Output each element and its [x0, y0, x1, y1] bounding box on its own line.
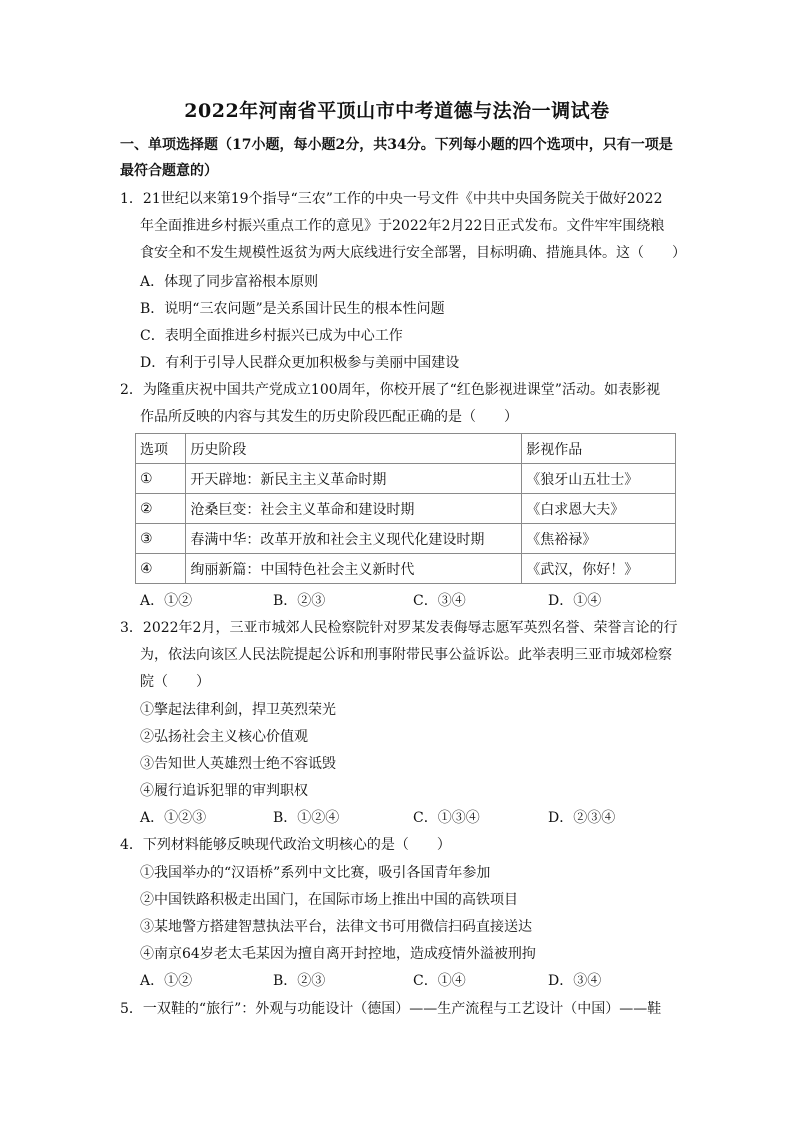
q5-stem-line-1: 5．一双鞋的“旅行”：外观与功能设计（德国）——生产流程与工艺设计（中国）——鞋	[120, 1001, 662, 1017]
table-cell: 沧桑巨变：社会主义革命和建设时期	[186, 494, 522, 524]
q4-option-d: D．③④	[548, 973, 602, 989]
q4-option-b: B．②③	[273, 973, 326, 989]
table-cell: 绚丽新篇：中国特色社会主义新时代	[186, 554, 522, 584]
q3-item-3: ③告知世人英雄烈士绝不容诋毁	[140, 756, 336, 772]
table-cell: 《焦裕禄》	[522, 524, 676, 554]
q4-item-2: ②中国铁路积极走出国门，在国际市场上推出中国的高铁项目	[140, 892, 518, 908]
q2-option-c: C．③④	[413, 593, 466, 609]
q2-stem-line-2: 作品所反映的内容与其发生的历史阶段匹配正确的是（ ）	[140, 409, 518, 425]
q2-stem-line-1: 2．为隆重庆祝中国共产党成立100周年，你校开展了“红色影视进课堂”活动。如表影视	[120, 382, 660, 398]
q1-option-c: C．表明全面推进乡村振兴已成为中心工作	[140, 328, 403, 344]
q2-option-b: B．②③	[273, 593, 326, 609]
q1-option-a: A．体现了同步富裕根本原则	[140, 274, 319, 290]
table-header-cell: 历史阶段	[186, 434, 522, 464]
q1-stem-line-1: 1．21世纪以来第19个指导“三农”工作的中央一号文件《中共中央国务院关于做好2022	[120, 191, 663, 207]
q1-stem-line-2: 年全面推进乡村振兴重点工作的意见》于2022年2月22日正式发布。文件牢牢围绕粮	[140, 218, 665, 234]
table-cell: 《狼牙山五壮士》	[522, 464, 676, 494]
section-heading-line-1: 一、单项选择题（17小题，每小题2分，共34分。下列每小题的四个选项中，只有一项是	[120, 137, 673, 153]
q3-option-b: B．①②④	[273, 810, 340, 826]
table-cell: ②	[136, 494, 186, 524]
q4-item-3: ③某地警方搭建智慧执法平台，法律文书可用微信扫码直接送达	[140, 919, 532, 935]
q1-option-d: D．有利于引导人民群众更加积极参与美丽中国建设	[140, 355, 460, 371]
q3-stem-line-3: 院（ ）	[140, 674, 210, 690]
table-row	[136, 494, 676, 524]
q2-option-d: D．①④	[548, 593, 602, 609]
table-row	[136, 554, 676, 584]
q3-stem-line-1: 3．2022年2月，三亚市城郊人民检察院针对罗某发表侮辱志愿军英烈名誉、荣誉言论的行	[120, 620, 678, 636]
q3-item-4: ④履行追诉犯罪的审判职权	[140, 783, 308, 799]
table-cell: ③	[136, 524, 186, 554]
history-film-table	[135, 433, 676, 584]
table-cell: 开天辟地：新民主主义革命时期	[186, 464, 522, 494]
q4-options-row	[140, 971, 680, 991]
q1-stem-line-3: 食安全和不发生规模性返贫为两大底线进行安全部署，目标明确、措施具体。这（ ）	[140, 245, 686, 261]
q3-stem-line-2: 为，依法向该区人民法院提起公诉和刑事附带民事公益诉讼。此举表明三亚市城郊检察	[140, 647, 672, 663]
q2-options-row	[140, 591, 680, 611]
table-row	[136, 464, 676, 494]
q3-option-c: C．①③④	[413, 810, 480, 826]
table-header-cell: 影视作品	[522, 434, 676, 464]
table-header-row	[136, 434, 676, 464]
table-header-cell: 选项	[136, 434, 186, 464]
q3-options-row	[140, 808, 680, 828]
table-row	[136, 524, 676, 554]
table-cell: 《武汉，你好！》	[522, 554, 676, 584]
q3-item-2: ②弘扬社会主义核心价值观	[140, 729, 308, 745]
q3-option-a: A．①②③	[140, 810, 207, 826]
q4-option-c: C．①④	[413, 973, 466, 989]
q2-option-a: A．①②	[140, 593, 193, 609]
q3-item-1: ①擎起法律利剑，捍卫英烈荣光	[140, 702, 336, 718]
q4-option-a: A．①②	[140, 973, 193, 989]
q3-option-d: D．②③④	[548, 810, 616, 826]
q4-item-4: ④南京64岁老太毛某因为擅自离开封控地，造成疫情外溢被刑拘	[140, 946, 536, 962]
q4-item-1: ①我国举办的“汉语桥”系列中文比赛，吸引各国青年参加	[140, 865, 491, 881]
q1-option-b: B．说明“三农问题”是关系国计民生的根本性问题	[140, 301, 445, 317]
table-cell: 《白求恩大夫》	[522, 494, 676, 524]
q4-stem-line-1: 4．下列材料能够反映现代政治文明核心的是（ ）	[120, 837, 451, 853]
table-cell: 春满中华：改革开放和社会主义现代化建设时期	[186, 524, 522, 554]
table-cell: ④	[136, 554, 186, 584]
exam-title: 2022年河南省平顶山市中考道德与法治一调试卷	[184, 100, 610, 122]
section-heading-line-2: 最符合题意的）	[120, 163, 218, 179]
table-cell: ①	[136, 464, 186, 494]
